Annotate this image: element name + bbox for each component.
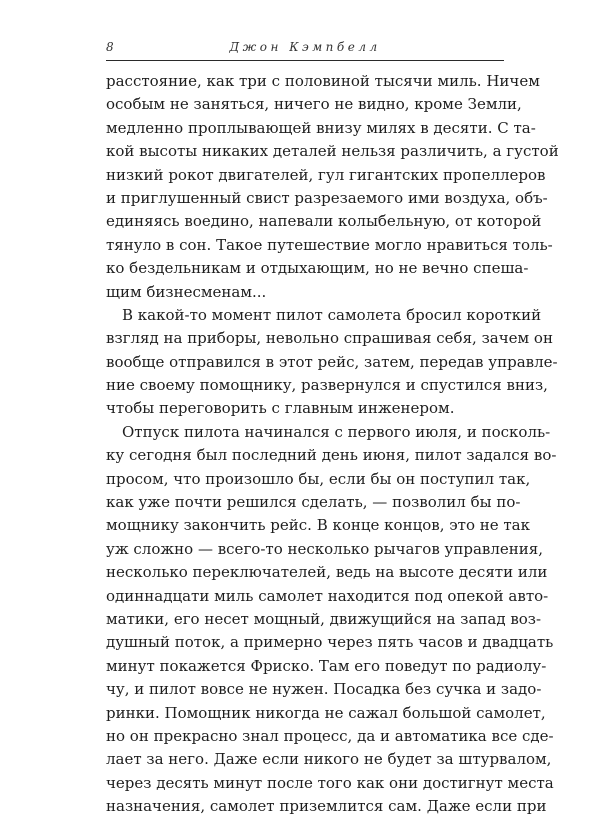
text-line: вообще отправился в этот рейс, затем, передав управле- bbox=[106, 352, 558, 371]
text-line: мощнику закончить рейс. В конце концов, это не так bbox=[106, 516, 530, 535]
text-line: тянуло в сон. Такое путешествие могло нравиться толь- bbox=[106, 235, 553, 254]
body-text bbox=[106, 70, 559, 819]
text-line: и приглушенный свист разрезаемого ими воздуха, объ- bbox=[106, 188, 548, 207]
text-line: особым не заняться, ничего не видно, кроме Земли, bbox=[106, 95, 522, 114]
text-line: медленно проплывающей внизу милях в десяти. С та- bbox=[106, 118, 536, 137]
running-head: Джон Кэмпбелл bbox=[229, 40, 381, 54]
text-line: несколько переключателей, ведь на высоте десяти или bbox=[106, 563, 548, 582]
text-line: взгляд на приборы, невольно спрашивая себя, зачем он bbox=[106, 329, 553, 348]
text-line: лает за него. Даже если никого не будет за штурвалом, bbox=[106, 750, 552, 769]
text-line: матики, его несет мощный, движущийся на запад воз- bbox=[106, 609, 542, 628]
text-line: ку сегодня был последний день июня, пилот задался во- bbox=[106, 446, 557, 465]
text-line: В какой-то момент пилот самолета бросил короткий bbox=[122, 305, 542, 324]
text-line: кой высоты никаких деталей нельзя различить, а густой bbox=[106, 142, 559, 161]
text-line: уж сложно — всего-то несколько рычагов управления, bbox=[106, 539, 543, 558]
text-line: чтобы переговорить с главным инженером. bbox=[106, 399, 455, 418]
text-line: как уже почти решился сделать, — позволил бы по- bbox=[106, 493, 521, 512]
text-line: через десять минут после того как они достигнут места bbox=[106, 773, 554, 792]
text-line: минут покажется Фриско. Там его поведут по радиолу- bbox=[106, 656, 547, 675]
text-line: единяясь воедино, напевали колыбельную, от которой bbox=[106, 212, 542, 231]
text-line: чу, и пилот вовсе не нужен. Посадка без сучка и задо- bbox=[106, 680, 542, 699]
text-line: Отпуск пилота начинался с первого июля, и посколь- bbox=[122, 422, 551, 441]
text-line: одиннадцати миль самолет находится под опекой авто- bbox=[106, 586, 549, 605]
page-number: 8 bbox=[106, 40, 114, 54]
text-line: щим бизнесменам... bbox=[106, 282, 267, 301]
text-line: расстояние, как три с половиной тысячи миль. Ничем bbox=[106, 72, 540, 90]
text-line: просом, что произошло бы, если бы он поступил так, bbox=[106, 469, 531, 488]
text-line: ко бездельникам и отдыхающим, но не вечно спеша- bbox=[106, 259, 529, 278]
text-line: назначения, самолет приземлится сам. Даже если при bbox=[106, 797, 547, 816]
page-header bbox=[106, 38, 504, 58]
text-line: душный поток, а примерно через пять часов и двадцать bbox=[106, 633, 554, 652]
text-line: ние своему помощнику, развернулся и спустился вниз, bbox=[106, 376, 548, 395]
text-line: ринки. Помощник никогда не сажал большой самолет, bbox=[106, 703, 546, 722]
header-rule bbox=[106, 60, 504, 61]
text-line: низкий рокот двигателей, гул гигантских пропеллеров bbox=[106, 165, 546, 184]
text-line: но он прекрасно знал процесс, да и автоматика все сде- bbox=[106, 726, 554, 745]
